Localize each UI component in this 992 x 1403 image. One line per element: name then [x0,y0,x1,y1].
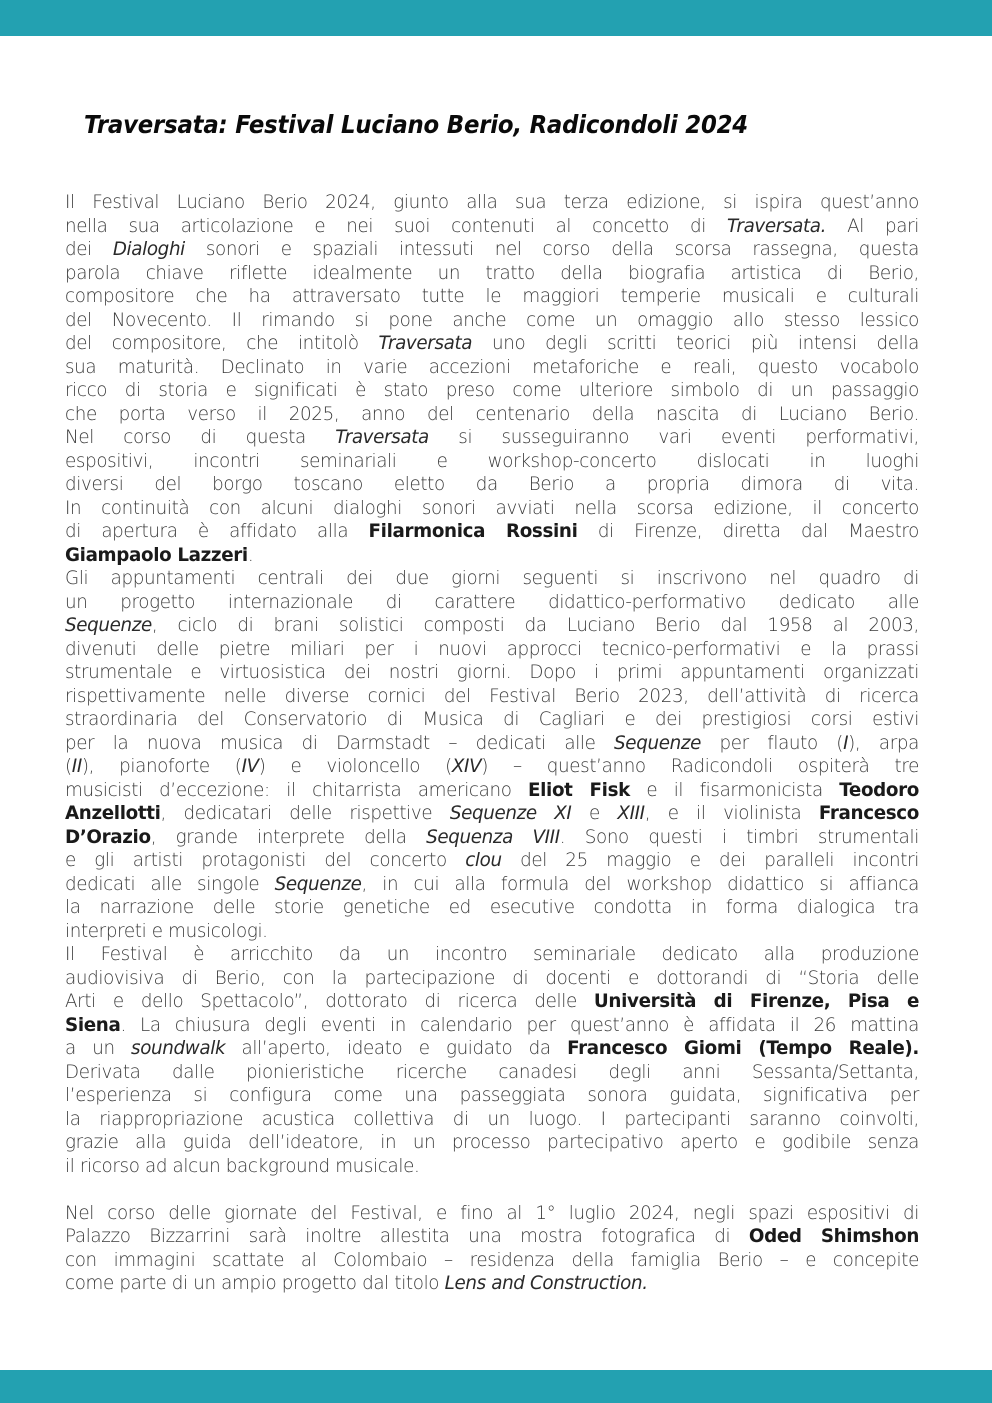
text-run: nella sua articolazione e nei suoi contenuti al concetto di [65,215,727,237]
paragraph [65,1202,919,1296]
text-run: uno degli scritti teorici più intensi della [472,333,919,354]
bold-text: Francesco Giomi (Tempo Reale). [567,1038,919,1059]
text-line [65,379,919,403]
text-line [65,732,919,756]
text-run: Gli appuntamenti centrali dei due giorni seguenti si inscrivono nel quadro di [65,568,919,589]
italic-text: Sequenze XI [449,803,572,824]
text-run: del 25 maggio e dei paralleli incontri [501,850,919,871]
italic-text: Lens and Construction. [444,1273,648,1294]
text-run: audiovisiva di Berio, con la partecipazione di docenti e dottorandi di “Storia delle [65,967,919,989]
bold-text: Giampaolo Lazzeri [65,544,248,566]
italic-text: Traversata [335,427,429,448]
text-line [65,473,919,497]
text-run: la riappropriazione acustica collettiva di un luogo. I partecipanti saranno coinvolti, [65,1108,919,1130]
text-line [65,873,919,897]
text-line [65,685,919,709]
italic-text: Dialoghi [112,239,185,260]
bold-text: Eliot Fisk [527,779,630,801]
italic-text: Sequenza VIII [426,826,560,848]
text-line [65,920,919,944]
text-line [65,1155,919,1179]
text-run: . [247,544,254,566]
text-line [65,755,919,779]
text-run: rispettivamente nelle diverse cornici del Festival Berio 2023, dell’attività di ricerca [65,685,919,707]
text-line [65,896,919,920]
text-run: Nel corso delle giornate del Festival, e fino al 1° luglio 2024, negli spazi espositivi di [65,1202,919,1224]
text-line [65,1014,919,1038]
text-run: Palazzo Bizzarrini sarà inoltre allestita una mostra fotografica di [65,1226,749,1247]
text-run: Derivata dalle pionieristiche ricerche canadesi degli anni Sessanta/Settanta, [65,1061,919,1083]
text-run: compositore che ha attraversato tutte le maggiori temperie musicali e culturali [65,286,919,307]
text-run: Nel corso di questa [65,427,336,448]
header-band [0,0,992,36]
text-run: che porta verso il 2025, anno del centenario della nascita di Luciano Berio. [65,403,919,425]
bold-text: Anzellotti [65,803,161,824]
text-run: di apertura è affidato alla [65,521,369,542]
italic-text: Traversata. [727,215,827,237]
text-run: ), pianoforte ( [81,756,242,777]
bold-text: Filarmonica Rossini [368,521,578,542]
text-line [65,826,919,850]
text-run: di Firenze, diretta dal Maestro [577,521,919,542]
text-line [65,191,919,215]
text-run: ricco di storia e significati è stato preso come ulteriore simbolo di un passaggio [65,380,919,401]
text-run: sua maturità. Declinato in varie accezioni metaforiche e reali, questo vocabolo [65,356,919,378]
text-line [65,497,919,521]
text-run: un progetto internazionale di carattere didattico-performativo dedicato alle [65,591,919,613]
text-run: grazie alla guida dell’ideatore, in un processo partecipativo aperto e godibile senza [65,1132,919,1153]
bold-text: Francesco [818,803,919,824]
text-run: per flauto ( [700,732,844,754]
text-line [65,661,919,685]
text-run: ) – quest’anno Radicondoli ospiterà tre [481,756,919,777]
text-line [65,262,919,286]
text-run: la narrazione delle storie genetiche ed esecutive condotta in forma dialogica tra [65,897,919,918]
text-line [65,285,919,309]
text-run: , dedicatari delle rispettive [160,803,450,824]
text-run: , in cui alla formula del workshop didattico si affianca [361,873,919,895]
text-run: musicisti d’eccezione: il chitarrista americano [65,779,528,801]
text-line [65,238,919,262]
text-line [65,567,919,591]
text-run: per la nuova musica di Darmstadt – dedicati alle [65,732,615,754]
bold-text: Oded Shimshon [748,1226,919,1247]
text-line [65,215,919,239]
text-line [65,614,919,638]
text-line [65,450,919,474]
text-run: Al pari [826,215,919,237]
text-line [65,591,919,615]
text-line [65,990,919,1014]
text-line [65,802,919,826]
text-line [65,1084,919,1108]
text-run: , grande interprete della [150,826,427,848]
text-run: a un [65,1038,132,1059]
text-run: interpreti e musicologi. [65,920,268,942]
italic-text: II [71,756,82,777]
text-run: , e il violinista [644,803,819,824]
italic-text: Sequenze [65,615,152,636]
text-run: come parte di un ampio progetto dal titolo [65,1273,445,1294]
text-run: e [571,803,618,824]
text-line [65,403,919,427]
page-title: Traversata: Festival Luciano Berio, Radicondoli 2024 [84,110,748,139]
text-line [65,1037,919,1061]
text-line [65,967,919,991]
text-line [65,1249,919,1273]
text-run: . Sono questi i timbri strumentali [559,826,919,848]
bold-text: Siena [65,1014,121,1036]
text-line [65,1272,919,1296]
bold-text: D’Orazio [65,826,151,848]
text-run: dedicati alle singole [65,873,275,895]
text-run: diversi del borgo toscano eletto da Berio a propria dimora di vita. [65,474,919,495]
text-run: parola chiave riflette idealmente un tratto della biografia artistica di Berio, [65,262,919,284]
text-line [65,426,919,450]
italic-text: Sequenze [614,732,701,754]
text-run: e gli artisti protagonisti del concerto [65,850,466,871]
text-run: divenuti delle pietre miliari per i nuovi approcci tecnico-performativi e la prassi [65,638,919,660]
text-run: , ciclo di brani solistici composti da Luciano Berio dal 1958 al 2003, [151,615,919,636]
text-line [65,943,919,967]
article-body [65,191,919,1296]
text-run: Il Festival Luciano Berio 2024, giunto alla sua terza edizione, si ispira quest’anno [65,192,919,213]
text-run: l’esperienza si configura come una passeggiata sonora guidata, significativa per [65,1085,919,1106]
italic-text: Sequenze [274,873,362,895]
text-run: ) e violoncello ( [258,756,452,777]
text-run: si susseguiranno vari eventi performativi, [428,427,919,448]
text-run: ), arpa [848,732,919,754]
text-line [65,1202,919,1226]
text-run: sonori e spaziali intessuti nel corso della scorsa rassegna, questa [184,239,919,260]
text-run: e il fisarmonicista [629,779,840,801]
paragraph [65,567,919,943]
paragraph [65,191,919,567]
text-line [65,849,919,873]
text-line [65,520,919,544]
text-line [65,638,919,662]
text-line [65,1108,919,1132]
text-run: all’aperto, ideato e guidato da [225,1038,568,1059]
text-run: straordinaria del Conservatorio di Musica di Cagliari e dei prestigiosi corsi estivi [65,709,919,730]
footer-band [0,1370,992,1403]
text-line [65,1061,919,1085]
text-run: . La chiusura degli eventi in calendario per quest’anno è affidata il 26 mattina [120,1014,919,1036]
bold-text: Università di Firenze, Pisa e [593,991,919,1012]
text-run: con immagini scattate al Colombaio – residenza della famiglia Berio – e concepite [65,1249,919,1271]
text-line [65,356,919,380]
italic-text: XIII [617,803,645,824]
italic-text: clou [465,850,502,871]
italic-text: soundwalk [131,1038,226,1059]
text-run: del Novecento. Il rimando si pone anche come un omaggio allo stesso lessico [65,309,919,331]
text-run: Il Festival è arricchito da un incontro seminariale dedicato alla produzione [65,944,919,965]
text-line [65,332,919,356]
bold-text: Teodoro [839,779,920,801]
text-line [65,779,919,803]
text-run: del compositore, che intitolò [65,333,379,354]
text-run: ( [65,756,72,777]
paragraph [65,943,919,1178]
text-run: dei [65,239,113,260]
paragraph-gap [65,1178,919,1202]
text-run: Arti e dello Spettacolo”, dottorato di ricerca delle [65,991,594,1012]
text-run: strumentale e virtuosistica dei nostri giorni. Dopo i primi appuntamenti organizzati [65,662,919,683]
text-run: il ricorso ad alcun background musicale. [65,1155,420,1177]
italic-text: IV [241,756,259,777]
italic-text: Traversata [378,333,473,354]
text-line [65,309,919,333]
text-run: espositivi, incontri seminariali e workshop-concerto dislocati in luoghi [65,450,919,472]
text-line [65,1131,919,1155]
text-line [65,544,919,568]
italic-text: XIV [451,756,482,777]
italic-text: I [843,732,849,754]
text-run: In continuità con alcuni dialoghi sonori avviati nella scorsa edizione, il concerto [65,497,919,519]
text-line [65,1225,919,1249]
text-line [65,708,919,732]
